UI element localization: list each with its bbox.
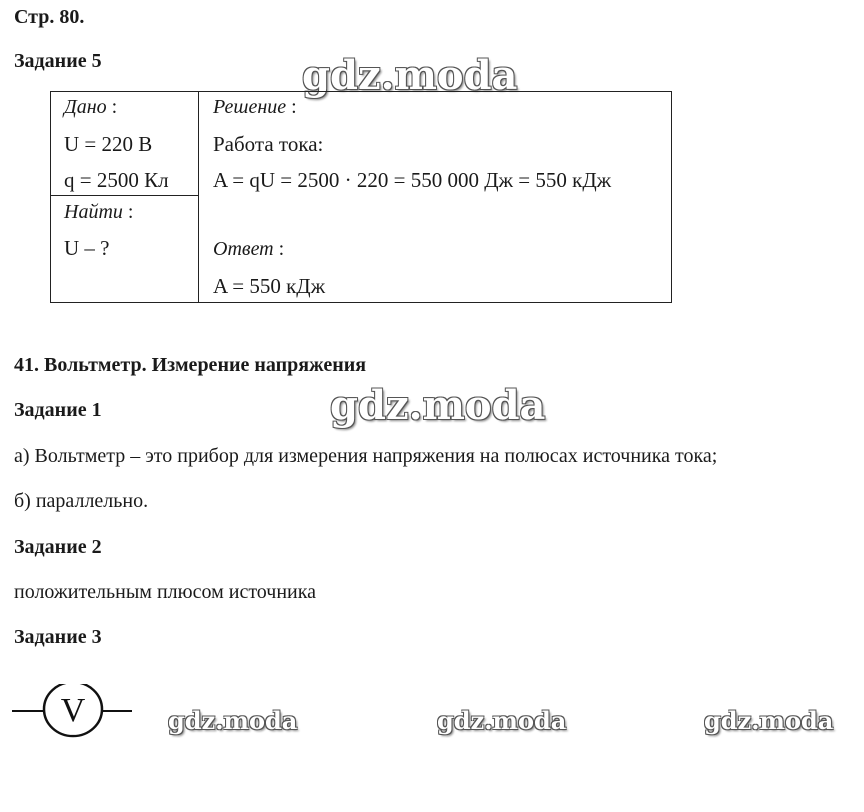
section-title: 41. Вольтметр. Измерение напряжения bbox=[14, 354, 367, 376]
task1-answer-a: а) Вольтметр – это прибор для измерения напряжения на полюсах источника тока; bbox=[14, 445, 718, 467]
solution-line-1: Работа тока: bbox=[213, 132, 324, 156]
watermark: gdz.moda bbox=[704, 706, 834, 735]
task3-heading: Задание 3 bbox=[14, 626, 102, 648]
task2-answer: положительным плюсом источника bbox=[14, 581, 317, 603]
given-label: Дано : bbox=[64, 96, 118, 118]
task1-answer-b: б) параллельно. bbox=[14, 490, 149, 512]
voltmeter-letter: V bbox=[60, 692, 86, 729]
watermark: gdz.moda bbox=[330, 382, 546, 429]
task1-heading: Задание 1 bbox=[14, 399, 102, 421]
table-divider-horizontal bbox=[50, 195, 199, 196]
given-voltage: U = 220 В bbox=[64, 132, 153, 156]
task5-heading: Задание 5 bbox=[14, 50, 102, 72]
answer-label: Ответ : bbox=[213, 238, 285, 260]
find-label: Найти : bbox=[64, 201, 134, 223]
watermark: gdz.moda bbox=[302, 52, 518, 99]
given-charge: q = 2500 Кл bbox=[64, 168, 169, 192]
watermark: gdz.moda bbox=[168, 706, 298, 735]
page-reference: Стр. 80. bbox=[14, 6, 85, 28]
task5-table bbox=[50, 91, 672, 303]
voltmeter-symbol-icon bbox=[12, 684, 134, 740]
answer-value: A = 550 кДж bbox=[213, 274, 326, 298]
find-value: U – ? bbox=[64, 236, 110, 260]
solution-formula: A = qU = 2500 · 220 = 550 000 Дж = 550 кДж bbox=[213, 168, 612, 192]
task2-heading: Задание 2 bbox=[14, 536, 102, 558]
watermark: gdz.moda bbox=[437, 706, 567, 735]
table-divider-vertical bbox=[198, 91, 199, 303]
solution-label: Решение : bbox=[213, 96, 297, 118]
